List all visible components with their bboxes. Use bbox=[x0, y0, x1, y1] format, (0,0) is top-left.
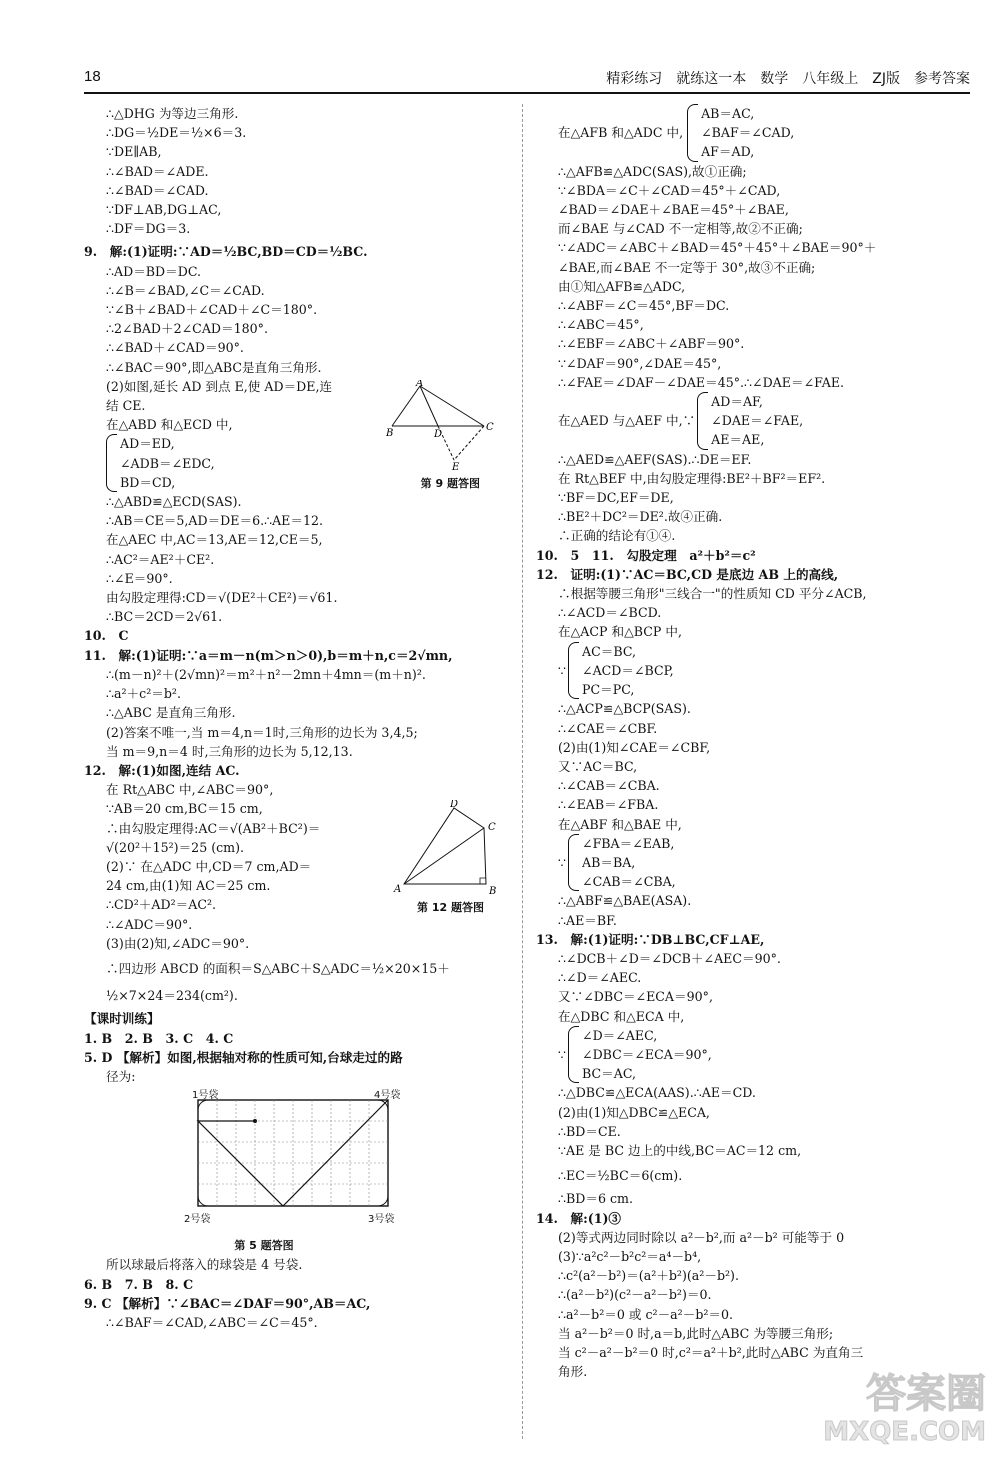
text-line: ∴2∠BAD＋2∠CAD＝180°. bbox=[106, 321, 268, 337]
svg-text:D: D bbox=[450, 800, 459, 811]
text-line: ∴∠EAB＝∠FBA. bbox=[558, 797, 659, 813]
pocket-2-label: 2号袋 bbox=[184, 1214, 211, 1226]
text-line: ∵DE∥AB, bbox=[106, 144, 162, 160]
text-line: ∴BD＝6 cm. bbox=[558, 1191, 633, 1207]
text-line: 在 Rt△ABC 中,∠ABC＝90°, bbox=[106, 782, 274, 798]
text-line: (3)由(2)知,∠ADC＝90°. bbox=[106, 935, 250, 951]
text-line: 在△ACP 和△BCP 中, bbox=[558, 624, 682, 640]
text-line: ∠D＝∠AEC, bbox=[582, 1027, 658, 1043]
text-line: ∵∠DAF＝90°,∠DAE＝45°, bbox=[558, 355, 722, 371]
text-line: ∴∠ADC＝90°. bbox=[106, 916, 193, 932]
section-heading: 【课时训练】 bbox=[84, 1011, 160, 1027]
svg-text:B: B bbox=[489, 886, 497, 897]
text-line: (2)由(1)知△DBC≌△ECA, bbox=[558, 1104, 710, 1120]
text-line: AB＝AC, bbox=[701, 106, 755, 121]
text-line: BC＝AC, bbox=[582, 1066, 637, 1082]
question-14-heading: 14. 解:(1)③ bbox=[536, 1210, 622, 1226]
svg-text:C: C bbox=[486, 421, 494, 433]
text-line: ∠ACD＝∠BCP, bbox=[582, 662, 674, 678]
billiard-table-figure bbox=[196, 1098, 392, 1210]
page-number: 18 bbox=[84, 68, 101, 85]
svg-text:B: B bbox=[386, 427, 394, 439]
text-line: 在△AFB 和△ADC 中, bbox=[558, 125, 684, 141]
text-line: ∴△AED≌△AEF(SAS).∴DE＝EF. bbox=[558, 451, 752, 467]
text-line: ∴∠BAD＝∠ADE. bbox=[106, 163, 209, 179]
text-line: 由勾股定理得:CD＝√(DE²＋CE²)＝√61. bbox=[106, 590, 338, 606]
text-line: 而∠BAE 与∠CAD 不一定相等,故②不正确; bbox=[558, 221, 803, 237]
condition-brace: ∵ ∠FBA＝∠EAB, AB＝BA, ∠CAB＝∠CBA, bbox=[536, 834, 972, 892]
text-line: ∴∠CAE＝∠CBF. bbox=[558, 720, 658, 736]
text-line: ∴a²－b²＝0 或 c²－a²－b²＝0. bbox=[558, 1306, 734, 1322]
text-line: AD＝AF, bbox=[711, 394, 763, 410]
text-line: ∴AB＝CE＝5,AD＝DE＝6.∴AE＝12. bbox=[106, 513, 324, 529]
svg-text:A: A bbox=[416, 379, 424, 389]
text-line: ∴AD＝BD＝DC. bbox=[106, 263, 202, 279]
question-12-heading: 12. 证明:(1)∵AC＝BC,CD 是底边 AB 上的高线, bbox=[536, 566, 839, 582]
figure-9-caption: 第 9 题答图 bbox=[420, 476, 480, 490]
left-column bbox=[84, 104, 510, 1332]
text-line: ∴BE²＋DC²＝DE².故④正确. bbox=[558, 509, 723, 525]
question-9-heading: 9. 解:(1)证明:∵AD＝½BC,BD＝CD＝½BC. bbox=[84, 244, 368, 260]
page-header bbox=[84, 64, 970, 94]
text-line: AD＝ED, bbox=[120, 436, 175, 452]
text-line: (3)∵a²c²－b²c²＝a⁴－b⁴, bbox=[558, 1248, 702, 1264]
text-line: ∴∠CAB＝∠CBA. bbox=[558, 778, 660, 794]
answers-10-11: 10. 5 11. 勾股定理 a²＋b²＝c² bbox=[536, 547, 756, 563]
text-line: ∴CD²＋AD²＝AC². bbox=[106, 897, 217, 913]
text-line: ∴∠ABF＝∠C＝45°,BF＝DC. bbox=[558, 298, 730, 314]
running-title: 精彩练习 就练这一本 数学 八年级上 ZJ版 参考答案 bbox=[606, 71, 970, 87]
text-line: BD＝CD, bbox=[120, 474, 176, 490]
text-line: AF＝AD, bbox=[701, 144, 755, 160]
text-line: ∴AE＝BF. bbox=[558, 912, 617, 928]
text-line: PC＝PC, bbox=[582, 682, 635, 698]
text-line: ∵∠B＋∠BAD＋∠CAD＋∠C＝180°. bbox=[106, 302, 318, 318]
text-line: 在 Rt△BEF 中,由勾股定理得:BE²＋BF²＝EF². bbox=[558, 470, 826, 486]
text-line: 当 a²－b²＝0 时,a＝b,此时△ABC 为等腰三角形; bbox=[558, 1325, 834, 1341]
text-line: ∴∠BAF＝∠CAD,∠ABC＝∠C＝45°. bbox=[106, 1314, 318, 1330]
text-line: ∴BC＝2CD＝2√61. bbox=[106, 609, 223, 625]
congruence-block bbox=[536, 104, 972, 162]
question-12-heading: 12. 解:(1)如图,连结 AC. bbox=[84, 762, 240, 778]
text-line: ∴△AFB≌△ADC(SAS),故①正确; bbox=[558, 163, 747, 179]
text-line: ∴∠B＝∠BAD,∠C＝∠CAD. bbox=[106, 282, 265, 298]
text-line: ∴正确的结论有①④. bbox=[558, 528, 676, 544]
text-line: 在△ABF 和△BAE 中, bbox=[558, 816, 682, 832]
text-line: 角形. bbox=[558, 1364, 588, 1380]
text-line: 24 cm,由(1)知 AC＝25 cm. bbox=[106, 878, 271, 894]
text-line: AB＝BA, bbox=[582, 854, 636, 870]
watermark-url: MXQE.COM bbox=[823, 1417, 986, 1447]
text-line: ∴∠ACD＝∠BCD. bbox=[558, 605, 662, 621]
answers-1-4: 1. B 2. B 3. C 4. C bbox=[84, 1030, 234, 1046]
text-line: (2)答案不唯一,当 m＝4,n＝1时,三角形的边长为 3,4,5; bbox=[106, 724, 418, 740]
text-line: ∴由勾股定理得:AC＝√(AB²＋BC²)＝ bbox=[106, 820, 321, 836]
text-line: 径为: bbox=[106, 1068, 136, 1084]
text-line: 在△AED 与△AEF 中,∵ bbox=[558, 413, 696, 429]
text-line: ∴∠BAD＝∠CAD. bbox=[106, 182, 209, 198]
text-line: ∵AB＝20 cm,BC＝15 cm, bbox=[106, 801, 263, 817]
text-line: ∴DF＝DG＝3. bbox=[106, 221, 191, 237]
text-line: ∠CAB＝∠CBA, bbox=[582, 874, 676, 890]
text-line: ∴根据等腰三角形"三线合一"的性质知 CD 平分∠ACB, bbox=[558, 586, 867, 602]
text-line: (2)由(1)知∠CAE＝∠CBF, bbox=[558, 739, 711, 755]
question-10-answer: 10. C bbox=[84, 628, 129, 644]
question-9-analysis: 9. C 【解析】∵∠BAC＝∠DAF＝90°,AB＝AC, bbox=[84, 1295, 371, 1311]
question-5-heading: 5. D 【解析】如图,根据轴对称的性质可知,台球走过的路 bbox=[84, 1049, 403, 1065]
text-line: √(20²＋15²)＝25 (cm). bbox=[106, 839, 245, 855]
text-line: ∴∠BAC＝90°,即△ABC是直角三角形. bbox=[106, 359, 322, 375]
right-column bbox=[536, 104, 972, 1381]
condition-brace: ∵ ∠D＝∠AEC, ∠DBC＝∠ECA＝90°, BC＝AC, bbox=[536, 1026, 972, 1084]
pocket-3-label: 3号袋 bbox=[368, 1214, 395, 1226]
text-line: ∴△DHG 为等边三角形. bbox=[106, 106, 239, 121]
text-line: ∵∠BDA＝∠C＋∠CAD＝45°＋∠CAD, bbox=[558, 182, 781, 198]
text-line: ∠BAF＝∠CAD, bbox=[701, 125, 795, 141]
text-line: ∠ADB＝∠EDC, bbox=[120, 455, 215, 471]
text-line: ∠DBC＝∠ECA＝90°, bbox=[582, 1046, 712, 1062]
text-line: ∴△ABD≌△ECD(SAS). bbox=[106, 494, 242, 510]
text-line: 结 CE. bbox=[106, 398, 146, 414]
condition-brace: ∵ AC＝BC, ∠ACD＝∠BCP, PC＝PC, bbox=[536, 642, 972, 700]
text-line: ∴EC＝½BC＝6(cm). bbox=[558, 1168, 683, 1184]
text-line: ∴△ABF≌△BAE(ASA). bbox=[558, 893, 692, 909]
question-9-figure bbox=[386, 380, 496, 470]
figure-12-caption: 第 12 题答图 bbox=[417, 901, 484, 915]
text-line: ∠BAE,而∠BAE 不一定等于 30°,故③不正确; bbox=[558, 259, 816, 275]
text-line: (2)∵ 在△ADC 中,CD＝7 cm,AD＝ bbox=[106, 858, 312, 874]
text-line: ∴(m－n)²＋(2√mn)²＝m²＋n²－2mn＋4mn＝(m＋n)². bbox=[106, 666, 426, 682]
question-11-heading: 11. 解:(1)证明:∵a＝m－n(m＞n＞0),b＝m＋n,c＝2√mn, bbox=[84, 647, 453, 663]
congruence-block bbox=[536, 392, 972, 450]
watermark-logo bbox=[786, 1371, 986, 1461]
question-12-figure bbox=[392, 800, 502, 896]
text-line: ∠DAE＝∠FAE, bbox=[711, 413, 804, 429]
watermark-title: 答案圈 bbox=[866, 1371, 986, 1417]
pocket-4-label: 4号袋 bbox=[374, 1090, 401, 1102]
svg-text:A: A bbox=[394, 884, 402, 896]
text-line: ∴四边形 ABCD 的面积＝S△ABC＋S△ADC＝½×20×15＋ bbox=[106, 960, 450, 976]
text-line: ∵AE 是 BC 边上的中线,BC＝AC＝12 cm, bbox=[558, 1142, 802, 1158]
text-line: ∴△DBC≌△ECA(AAS).∴AE＝CD. bbox=[558, 1085, 756, 1101]
text-line: ∴c²(a²－b²)＝(a²＋b²)(a²－b²). bbox=[558, 1268, 739, 1284]
text-line: 在△ABD 和△ECD 中, bbox=[106, 417, 233, 433]
text-line: ∴(a²－b²)(c²－a²－b²)＝0. bbox=[558, 1287, 712, 1303]
figure-5-caption: 第 5 题答图 bbox=[234, 1239, 294, 1253]
text-line: 在△DBC 和△ECA 中, bbox=[558, 1008, 685, 1024]
text-line: 又∵AC＝BC, bbox=[558, 758, 638, 774]
text-line: ∴∠ABC＝45°, bbox=[558, 317, 644, 333]
question-5-figure-block bbox=[84, 1086, 510, 1236]
text-line: ∵∠ADC＝∠ABC＋∠BAD＝45°＋45°＋∠BAE＝90°＋ bbox=[558, 240, 877, 256]
text-line: ∴DG＝½DE＝½×6＝3. bbox=[106, 125, 247, 141]
text-line: ½×7×24＝234(cm²). bbox=[106, 988, 238, 1004]
text-line: ∴BD＝CE. bbox=[558, 1123, 621, 1139]
text-line: (2)如图,延长 AD 到点 E,使 AD＝DE,连 bbox=[106, 378, 333, 394]
text-line: ∴∠DCB＋∠D＝∠DCB＋∠AEC＝90°. bbox=[558, 950, 781, 966]
text-line: 所以球最后将落入的球袋是 4 号袋. bbox=[106, 1257, 303, 1273]
text-line: ∵BF＝DC,EF＝DE, bbox=[558, 490, 674, 506]
text-line: ∠FBA＝∠EAB, bbox=[582, 835, 675, 851]
text-line: ∵DF⊥AB,DG⊥AC, bbox=[106, 202, 222, 218]
text-line: ∴△ACP≌△BCP(SAS). bbox=[558, 701, 691, 717]
question-12-block bbox=[84, 780, 510, 1005]
text-line: ∴∠FAE＝∠DAF－∠DAE＝45°.∴∠DAE＝∠FAE. bbox=[558, 374, 845, 390]
text-line: 当 m＝9,n＝4 时,三角形的边长为 5,12,13. bbox=[106, 743, 353, 759]
text-line: ∴a²＋c²＝b². bbox=[106, 686, 181, 702]
question-9-block bbox=[84, 262, 510, 627]
text-line: ∴∠EBF＝∠ABC＋∠ABF＝90°. bbox=[558, 336, 745, 352]
svg-text:D: D bbox=[434, 428, 443, 440]
pocket-1-label: 1号袋 bbox=[192, 1090, 219, 1102]
text-line: 又∵∠DBC＝∠ECA＝90°, bbox=[558, 989, 713, 1005]
text-line: ∠BAD＝∠DAE＋∠BAE＝45°＋∠BAE, bbox=[558, 202, 789, 218]
question-13-heading: 13. 解:(1)证明:∵DB⊥BC,CF⊥AE, bbox=[536, 931, 765, 947]
svg-text:C: C bbox=[488, 822, 496, 834]
text-line: 在△AEC 中,AC＝13,AE＝12,CE＝5, bbox=[106, 532, 323, 548]
text-line: (2)等式两边同时除以 a²－b²,而 a²－b² 可能等于 0 bbox=[558, 1229, 845, 1245]
answers-6-8: 6. B 7. B 8. C bbox=[84, 1276, 194, 1292]
text-line: ∴∠D＝∠AEC. bbox=[558, 970, 642, 986]
text-line: ∴∠E＝90°. bbox=[106, 570, 173, 586]
text-line: ∴△ABC 是直角三角形. bbox=[106, 705, 236, 721]
text-line: AE＝AE, bbox=[711, 432, 765, 448]
text-line: 由①知△AFB≌△ADC, bbox=[558, 278, 686, 294]
text-line: ∴∠BAD＋∠CAD＝90°. bbox=[106, 340, 244, 356]
text-line: AC＝BC, bbox=[582, 643, 637, 659]
text-line: 当 c²－a²－b²＝0 时,c²＝a²＋b²,此时△ABC 为直角三 bbox=[558, 1345, 864, 1360]
svg-text:E: E bbox=[452, 461, 460, 470]
column-divider bbox=[522, 104, 523, 1439]
text-line: ∴AC²＝AE²＋CE². bbox=[106, 551, 215, 567]
